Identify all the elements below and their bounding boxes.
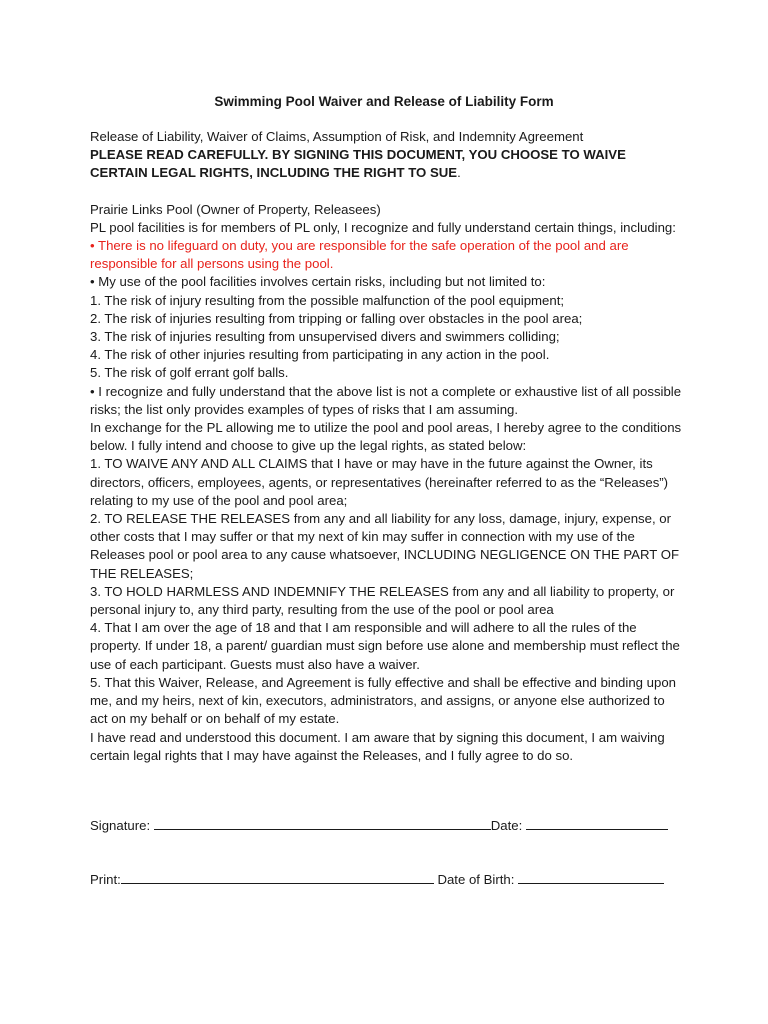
risk-item: 2. The risk of injuries resulting from tripping or falling over obstacles in the pool area; (90, 310, 583, 326)
document-body (90, 128, 682, 765)
no-lifeguard-notice: • There is no lifeguard on duty, you are responsible for the safe operation of the pool and are responsible for all persons using the pool. (90, 238, 629, 272)
risks-intro: • My use of the pool facilities involves certain risks, including but not limited to: (90, 274, 546, 290)
risk-item: 1. The risk of injury resulting from the possible malfunction of the pool equipment; (90, 292, 565, 308)
risk-item: 4. The risk of other injuries resulting from participating in any action in the pool. (90, 347, 550, 363)
date-field[interactable] (526, 817, 668, 830)
intro-paragraph: PL pool facilities is for members of PL only, I recognize and fully understand certain things, including: (90, 219, 676, 235)
exchange-paragraph: In exchange for the PL allowing me to utilize the pool and pool areas, I hereby agree to the conditions below. I fully intend and choose to give up the legal rights, as stated below: (90, 420, 682, 454)
condition-item: 5. That this Waiver, Release, and Agreement is fully effective and shall be effective and binding upon me, and my heirs, next of kin, executors, administrators, and assigns, or anyone else authorized to act on my behalf or on behalf of my estate. (90, 674, 676, 727)
warning-paragraph (90, 146, 682, 182)
document-subtitle: Release of Liability, Waiver of Claims, Assumption of Risk, and Indemnity Agreement (90, 129, 584, 144)
print-row (90, 871, 682, 889)
signature-label: Signature: (90, 818, 154, 833)
risk-item: 5. The risk of golf errant golf balls. (90, 365, 289, 381)
dob-label: Date of Birth: (433, 872, 519, 887)
signature-field[interactable] (154, 817, 491, 830)
owner-line: Prairie Links Pool (Owner of Property, Releasees) (90, 201, 381, 217)
print-label: Print: (90, 872, 121, 887)
condition-item: 2. TO RELEASE THE RELEASES from any and all liability for any loss, damage, injury, expense, or other costs that I may suffer or that my next of kin may suffer in connection with my use of the Releases pool or pool area to any cause whatsoever, INCLUDING NEGLIGENCE ON THE PART OF THE RELEASES; (90, 511, 680, 581)
print-name-field[interactable] (121, 871, 434, 884)
document-title: Swimming Pool Waiver and Release of Liability Form (214, 94, 554, 109)
date-label: Date: (490, 818, 526, 833)
closing-paragraph: I have read and understood this document. I am aware that by signing this document, I am waiving certain legal rights that I may have against the Releases, and I fully agree to do so. (90, 729, 665, 763)
condition-item: 3. TO HOLD HARMLESS AND INDEMNIFY THE RELEASES from any and all liability to property, or personal injury to, any third party, resulting from the use of the pool or pool area (90, 583, 675, 618)
date-of-birth-field[interactable] (518, 871, 664, 884)
spacer (90, 183, 682, 201)
warning-period: . (457, 165, 461, 181)
condition-item: 1. TO WAIVE ANY AND ALL CLAIMS that I have or may have in the future against the Owner, its directors, officers, employees, agents, or representatives (hereinafter referred to as the “Releases”) relating to my use of the pool and pool area; (90, 456, 669, 508)
warning-text: PLEASE READ CAREFULLY. BY SIGNING THIS DOCUMENT, YOU CHOOSE TO WAIVE CERTAIN LEGAL RIGHTS, INCLUDING THE RIGHT TO SUE (90, 147, 626, 181)
condition-item: 4. That I am over the age of 18 and that I am responsible and will adhere to all the rules of the property. If under 18, a parent/ guardian must sign before use alone and membership must reflect the use of each participant. Guests must also have a waiver. (90, 620, 680, 672)
risk-item: 3. The risk of injuries resulting from unsupervised divers and swimmers colliding; (90, 329, 560, 345)
signature-row (90, 817, 682, 835)
recognize-paragraph: • I recognize and fully understand that the above list is not a complete or exhaustive list of all possible risks; the list only provides examples of types of risks that I am assuming. (90, 383, 682, 417)
